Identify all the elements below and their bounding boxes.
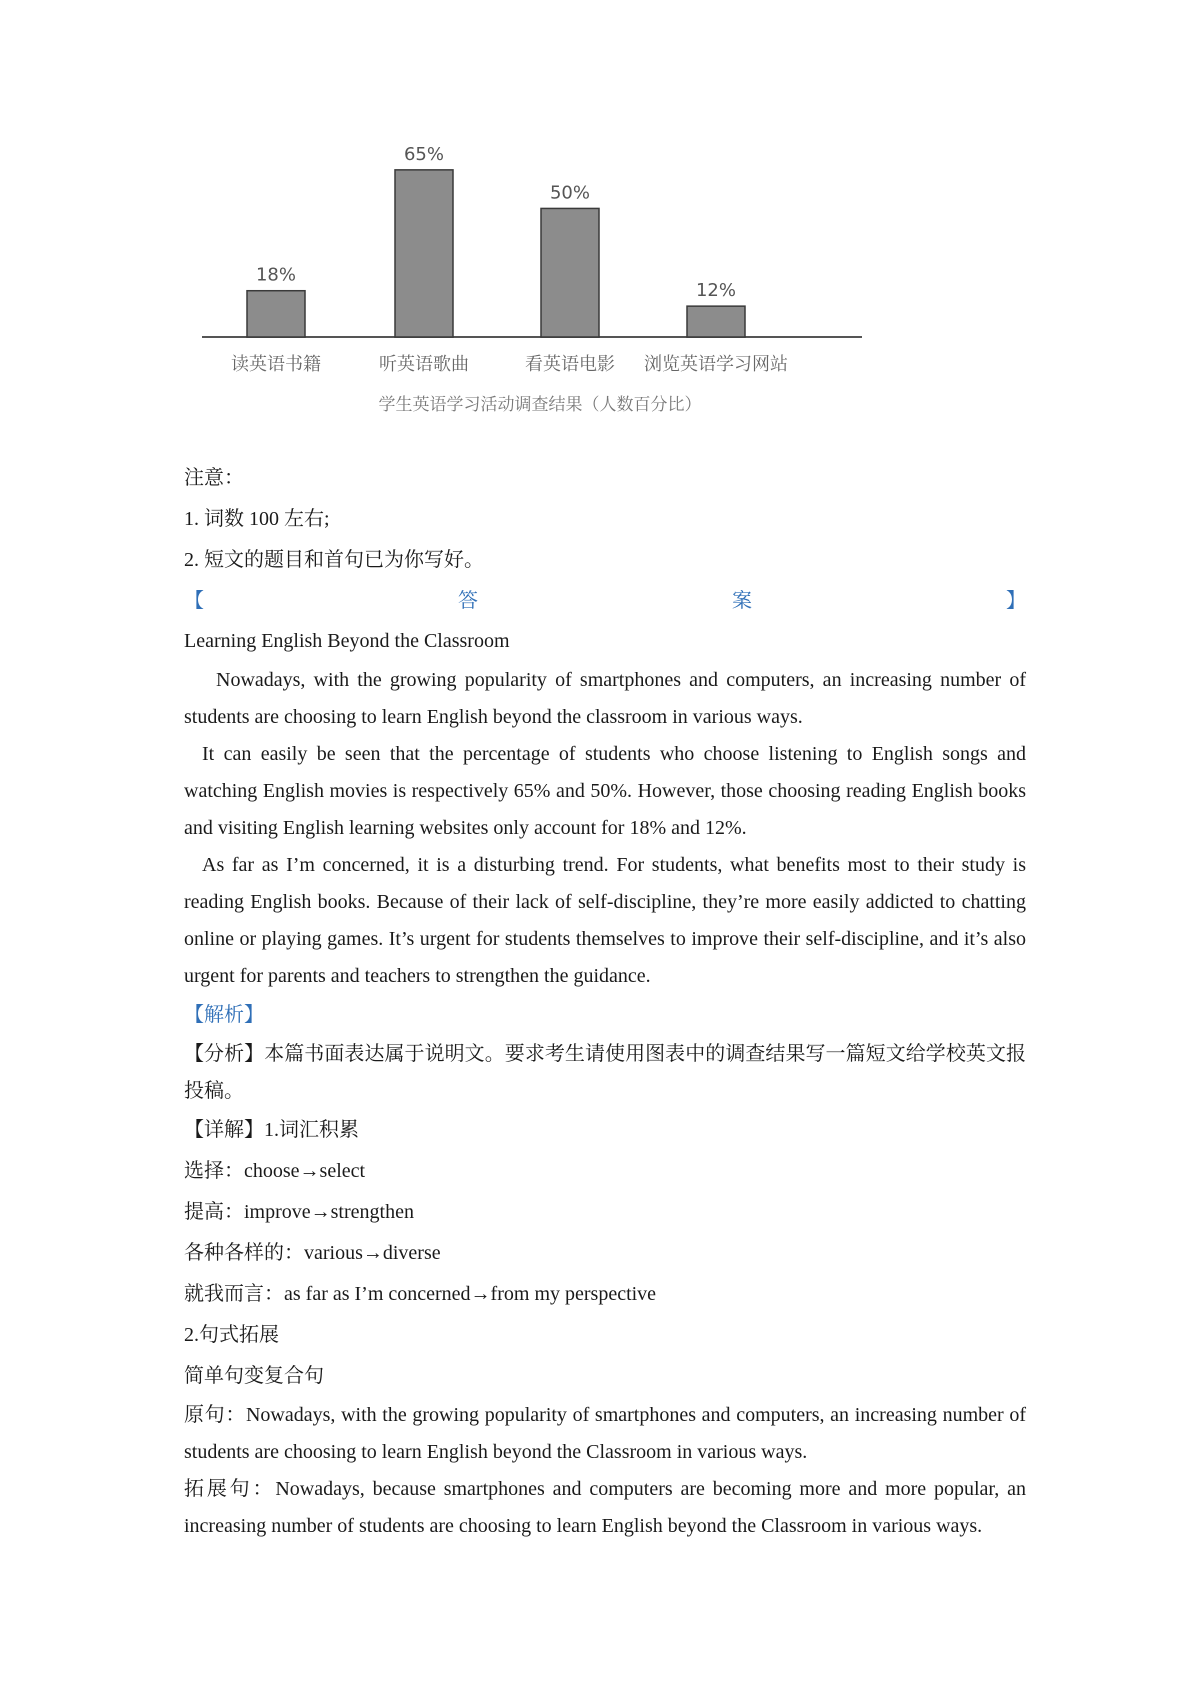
section-2-heading: 2.句式拓展 (184, 1324, 279, 1346)
bar-1 (247, 291, 305, 337)
analysis-xiangjie: 【详解】1.词汇积累 (184, 1119, 359, 1141)
analysis-heading: 【解析】 (184, 1004, 264, 1026)
vocab-item: 就我而言：as far as I’m concerned→from my perspective (184, 1283, 657, 1305)
bar-3 (541, 208, 599, 337)
answer-char-2: 案 (732, 590, 752, 612)
notes-item-2: 2. 短文的题目和首句已为你写好。 (184, 549, 484, 571)
analysis-fenxi: 【分析】本篇书面表达属于说明文。要求考生请使用图表中的调查结果写一篇短文给学校英文报投稿。 (184, 1043, 1026, 1102)
chart-caption: 学生英语学习活动调查结果（人数百分比） (378, 395, 702, 415)
bar-value-label: 18% (255, 264, 297, 286)
notes-item-1: 1. 词数 100 左右; (184, 508, 330, 530)
essay-paragraph-3: As far as I’m concerned, it is a disturbing trend. For students, what benefits most to their study is reading English books. Because of their lack of self-discipline, they’re more easily addicted to chatting online or playing games. It’s urgent for students themselves to improve their self-discipline, and it’s also urgent for parents and teachers to strengthen the guidance. (184, 854, 1026, 987)
notes-title: 注意： (184, 467, 244, 489)
essay-paragraph-2: It can easily be seen that the percentage of students who choose listening to English songs and watching English movies is respectively 65% and 50%. However, those choosing reading English books and visiting English learning websites only account for 18% and 12%. (184, 743, 1026, 839)
vocab-item: 各种各样的：various→diverse (184, 1242, 441, 1264)
bar-2 (395, 170, 453, 337)
subheading: 简单句变复合句 (184, 1365, 324, 1387)
category-label: 看英语电影 (525, 354, 615, 375)
document-body (184, 458, 1026, 1545)
essay-paragraph-1: Nowadays, with the growing popularity of smartphones and computers, an increasing number of students are choosing to learn English beyond the classroom in various ways. (184, 669, 1026, 728)
answer-char-1: 答 (458, 590, 478, 612)
bar-value-label: 65% (403, 143, 445, 165)
essay-title: Learning English Beyond the Classroom (184, 630, 510, 652)
answer-bracket-close: 】 (1006, 590, 1026, 612)
original-sentence: 原句：Nowadays, with the growing popularity of smartphones and computers, an increasing number of students are choosing to learn English beyond the Classroom in various ways. (184, 1404, 1026, 1463)
chart-svg (200, 130, 880, 460)
category-label: 听英语歌曲 (379, 354, 469, 375)
expanded-sentence: 拓展句：Nowadays, because smartphones and computers are becoming more and more popular, an increasing number of students are choosing to learn English beyond the Classroom in various ways. (184, 1478, 1026, 1537)
bar-value-label: 12% (695, 280, 737, 302)
vocab-item: 提高：improve→strengthen (184, 1201, 414, 1223)
vocab-item: 选择：choose→select (184, 1160, 366, 1182)
category-label: 浏览英语学习网站 (644, 354, 788, 375)
bar-value-label: 50% (549, 182, 591, 204)
category-label: 读英语书籍 (231, 354, 321, 375)
answer-header (184, 581, 1026, 621)
bar-chart (200, 130, 880, 460)
answer-bracket-open: 【 (184, 590, 204, 612)
bar-4 (687, 306, 745, 337)
